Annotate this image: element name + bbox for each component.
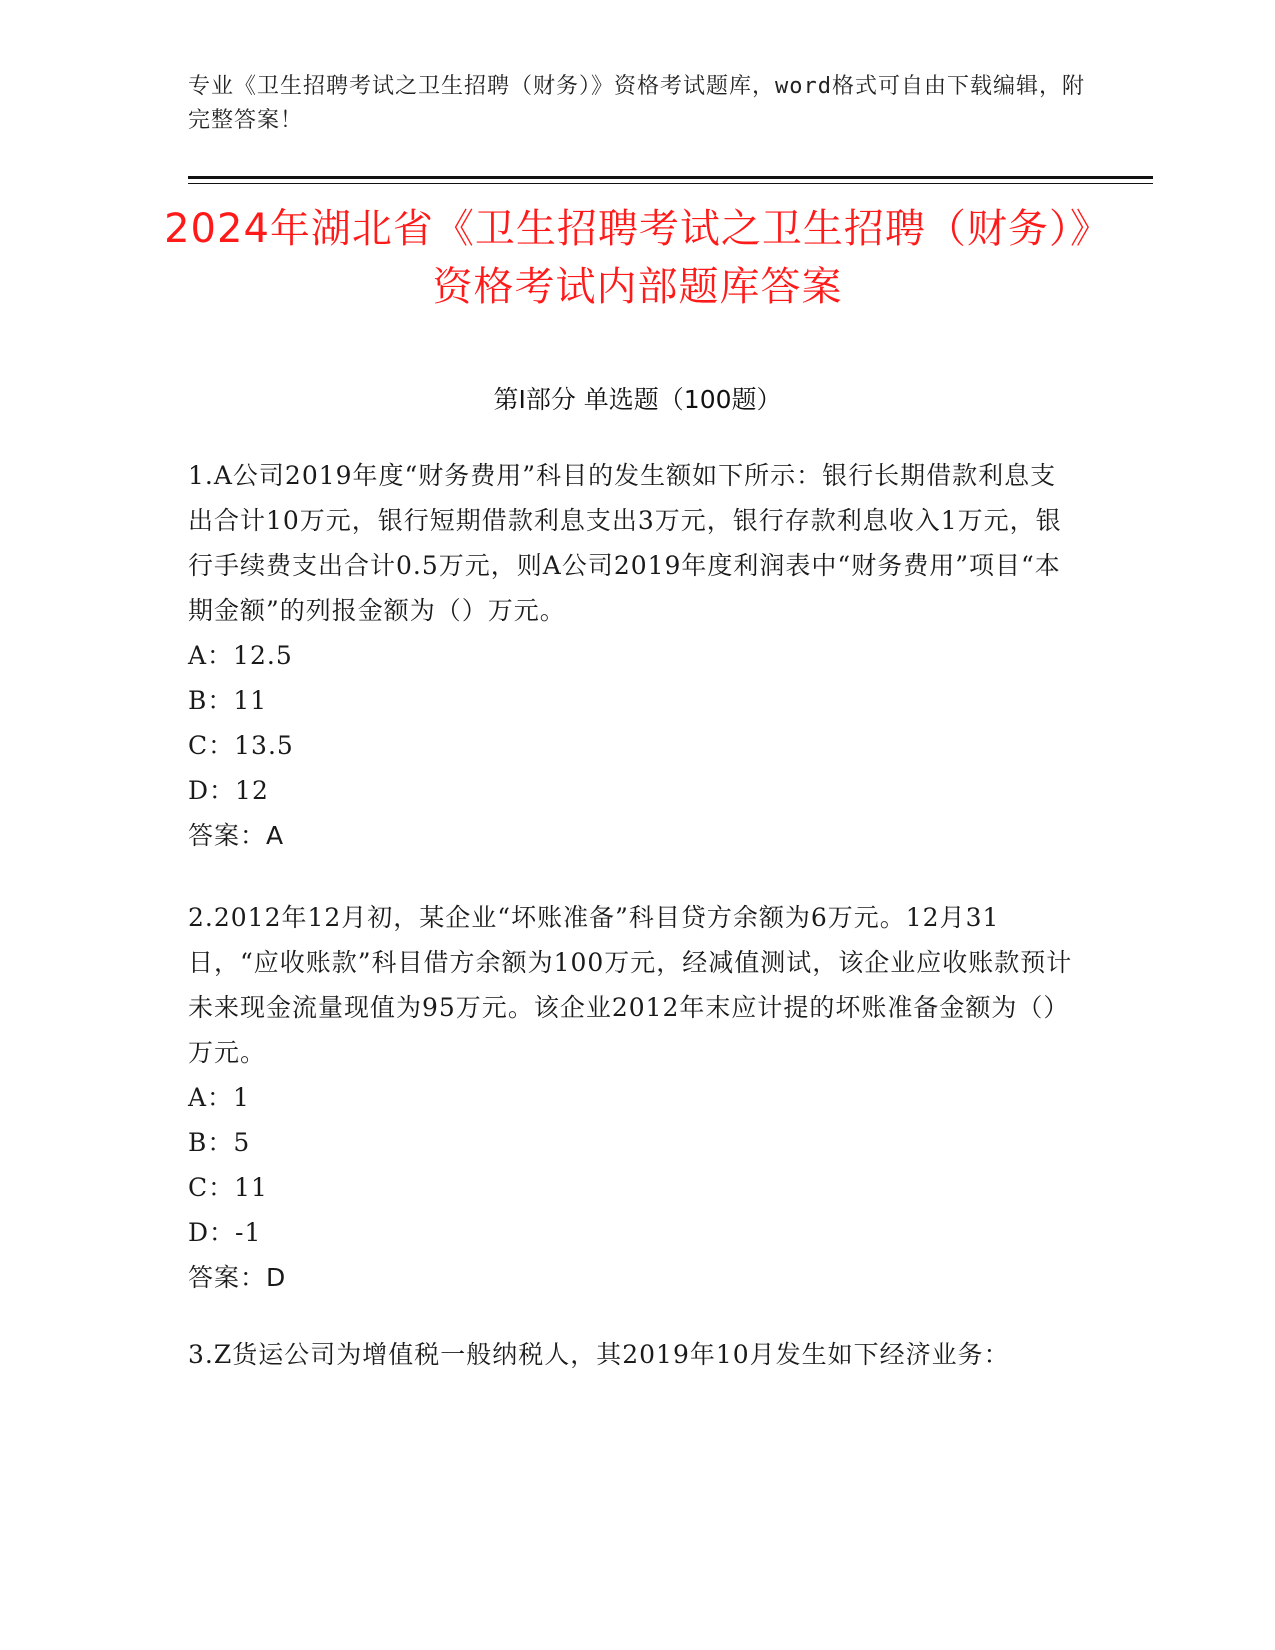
header-note: 专业《卫生招聘考试之卫生招聘（财务）》资格考试题库，word格式可自由下载编辑，附完整答案！ xyxy=(188,74,1085,133)
question-text: 1.A公司2019年度“财务费用”科目的发生额如下所示：银行长期借款利息支出合计10万元，银行短期借款利息支出3万元，银行存款利息收入1万元，银行手续费支出合计0.5万元，则A公司2019年度利润表中“财务费用”项目“本期金额”的列报金额为（）万元。 xyxy=(188,461,1062,625)
answer-line: 答案：D xyxy=(188,1263,287,1292)
option-c: C：11 xyxy=(188,1173,268,1202)
header-divider-thin xyxy=(188,183,1153,184)
option-d: D：-1 xyxy=(188,1218,262,1247)
option-d: D：12 xyxy=(188,776,269,805)
option-b: B：5 xyxy=(188,1128,251,1157)
header-divider-thick xyxy=(188,176,1153,179)
section-heading: 第I部分 单选题（100题） xyxy=(493,385,782,414)
option-a: A：12.5 xyxy=(188,641,293,670)
option-a: A：1 xyxy=(188,1083,250,1112)
question-2 xyxy=(188,895,1078,1300)
question-text: 3.Z货运公司为增值税一般纳税人，其2019年10月发生如下经济业务： xyxy=(188,1340,1010,1369)
option-c: C：13.5 xyxy=(188,731,294,760)
question-1 xyxy=(188,453,1078,858)
question-text: 2.2012年12月初，某企业“坏账准备”科目贷方余额为6万元。12月31日，“应收账款”科目借方余额为100万元，经减值测试，该企业应收账款预计未来现金流量现值为95万元。该企业2012年末应计提的坏账准备金额为（）万元。 xyxy=(188,903,1073,1067)
question-3 xyxy=(188,1332,1078,1377)
option-b: B：11 xyxy=(188,686,268,715)
answer-line: 答案：A xyxy=(188,821,285,850)
document-title: 2024年湖北省《卫生招聘考试之卫生招聘（财务）》资格考试内部题库答案 xyxy=(164,206,1111,310)
